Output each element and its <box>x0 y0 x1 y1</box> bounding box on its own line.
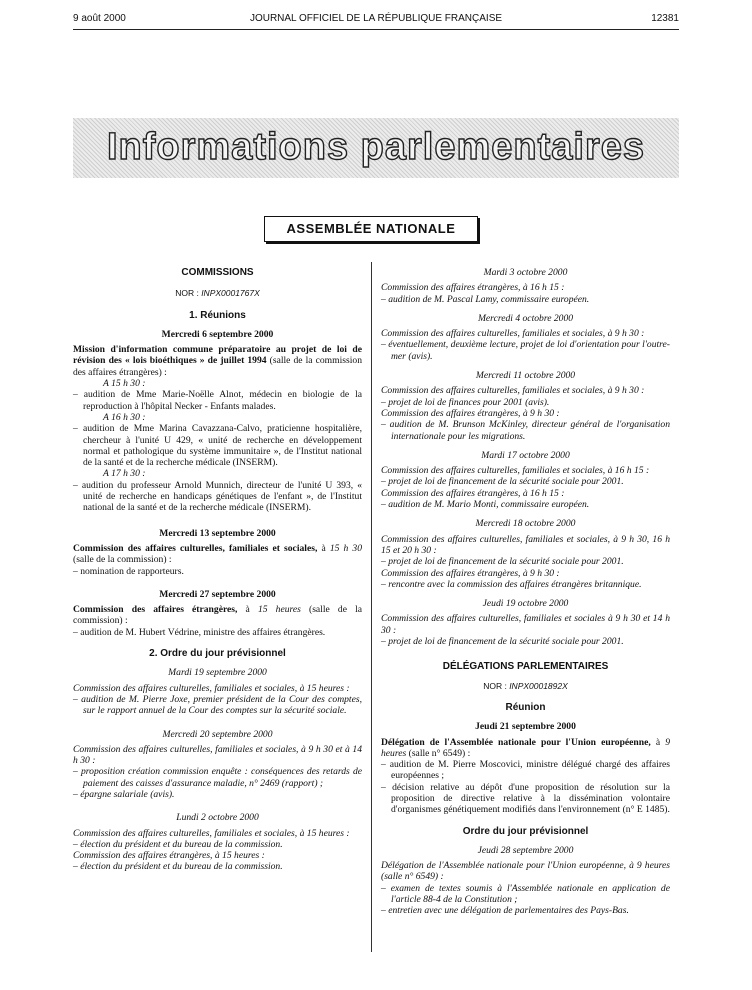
date-heading: Mercredi 4 octobre 2000 <box>477 312 574 324</box>
column-divider <box>371 262 372 952</box>
date-heading: Mercredi 27 septembre 2000 <box>159 588 276 600</box>
mission-title: Mission d'information commune préparatoire au projet de loi de révision des « lois bioéthiques » de juillet 1994 <box>73 344 362 367</box>
commission-connector: à <box>237 604 258 616</box>
date-heading: Mercredi 11 octobre 2000 <box>475 370 576 382</box>
nor-label: NOR : <box>175 288 199 299</box>
agenda-item: – audition du professeur Arnold Munnich, directeur de l'unité U 393, « unité de recherche en handicaps génétiques de l'enfant », de l'Institut national de la santé et de la recherche médicale (INSERM). <box>73 480 362 514</box>
date-heading: Mercredi 13 septembre 2000 <box>159 527 276 539</box>
nor-reference <box>73 288 362 299</box>
banner-title: Informations parlementaires <box>106 126 646 168</box>
date-heading: Jeudi 28 septembre 2000 <box>477 844 574 856</box>
commission-entry: Commission des affaires culturelles, familiales et sociales, à 9 h 30 et à 14 h 30 : <box>73 743 362 767</box>
commission-entry: Commission des affaires étrangères, à 16 h 15 : <box>381 282 565 294</box>
agenda-item: – audition de M. Pierre Joxe, premier président de la Cour des comptes, sur le rapport annuel de la Cour des comptes sur la sécurité sociale. <box>73 694 362 717</box>
commission-entry: Commission des affaires étrangères, à 9 h 30 : <box>381 407 560 419</box>
commission-time: 15 heures <box>257 604 301 616</box>
agenda-item: – nomination de rapporteurs. <box>73 566 362 577</box>
commission-entry: Commission des affaires étrangères, à 16 h 15 : <box>381 487 565 499</box>
date-heading: Mardi 19 septembre 2000 <box>168 667 267 679</box>
agenda-item: – projet de loi de financement de la sécurité sociale pour 2001. <box>381 476 670 487</box>
date-heading: Mercredi 6 septembre 2000 <box>161 328 274 340</box>
date-heading: Lundi 2 octobre 2000 <box>176 812 259 824</box>
agenda-item: – élection du président et du bureau de la commission. <box>73 839 362 850</box>
delegation-entry <box>381 737 670 760</box>
mission-location: (salle de la commission des affaires étrangères) : <box>73 355 362 378</box>
commission-entry: Commission des affaires culturelles, familiales et sociales, à 15 heures : <box>73 827 350 839</box>
commission-entry: Commission des affaires étrangères, à 9 h 30 : <box>381 567 560 579</box>
date-heading: Mercredi 18 octobre 2000 <box>475 518 576 530</box>
mission-entry <box>73 344 362 378</box>
reunion-heading: Réunion <box>505 701 546 713</box>
date-heading: Jeudi 19 octobre 2000 <box>482 598 569 610</box>
delegation-name: Délégation de l'Assemblée nationale pour l'Union européenne, <box>381 736 651 748</box>
commission-location: (salle de la commission) : <box>73 604 362 627</box>
header-journal-title: JOURNAL OFFICIEL DE LA RÉPUBLIQUE FRANÇAISE <box>249 13 503 24</box>
commission-entry: Commission des affaires culturelles, familiales et sociales à 9 h 30 et 14 h 30 : <box>381 613 670 636</box>
agenda-item: – décision relative au dépôt d'une proposition de résolution sur la proposition de directive relative à la dissémination volontaire d'organismes génétiquement modifiés dans l'environnement (n° E 1485). <box>381 782 670 816</box>
agenda-item: – épargne salariale (avis). <box>73 789 362 800</box>
agenda-item: – rencontre avec la commission des affaires étrangères britannique. <box>381 579 670 590</box>
agenda-item: – audition de M. Mario Monti, commissaire européen. <box>381 499 670 510</box>
time-slot: A 15 h 30 : <box>103 378 146 390</box>
commissions-heading: COMMISSIONS <box>181 267 254 278</box>
agenda-item: – audition de M. Brunson McKinley, directeur général de l'organisation internationale pour les migrations. <box>381 419 670 442</box>
commission-entry: Commission des affaires culturelles, familiales et sociales, à 16 h 15 : <box>381 465 650 477</box>
ordre-heading: 2. Ordre du jour prévisionnel <box>149 648 286 660</box>
ordre-heading: Ordre du jour prévisionnel <box>462 825 589 837</box>
commission-entry: Commission des affaires culturelles, familiales et sociales, à 9 h 30 : <box>381 328 645 340</box>
time-slot: A 16 h 30 : <box>103 411 146 423</box>
agenda-item: – projet de loi de financement de la sécurité sociale pour 2001. <box>381 556 670 567</box>
left-column <box>73 263 362 873</box>
right-column <box>381 263 670 917</box>
date-heading: Mercredi 20 septembre 2000 <box>162 728 273 740</box>
nor-label: NOR : <box>483 680 507 691</box>
agenda-item: – éventuellement, deuxième lecture, projet de loi d'orientation pour l'outre-mer (avis). <box>381 339 670 362</box>
commission-time: 15 h 30 <box>329 542 362 554</box>
agenda-item: – projet de loi de finances pour 2001 (avis). <box>381 397 670 408</box>
agenda-item: – audition de M. Pierre Moscovici, ministre délégué chargé des affaires européennes ; <box>381 759 670 782</box>
header-date: 9 août 2000 <box>73 13 126 24</box>
commission-connector: à <box>317 542 330 554</box>
agenda-item: – audition de M. Hubert Védrine, ministre des affaires étrangères. <box>73 627 362 638</box>
date-heading: Jeudi 21 septembre 2000 <box>475 721 576 733</box>
delegations-heading: DÉLÉGATIONS PARLEMENTAIRES <box>442 661 609 673</box>
delegation-connector: à <box>650 736 666 748</box>
agenda-item: – entretien avec une délégation de parlementaires des Pays-Bas. <box>381 905 670 916</box>
time-slot: A 17 h 30 : <box>103 468 146 480</box>
page-header <box>73 13 679 27</box>
nor-code: INPX0001892X <box>509 680 568 691</box>
commission-entry: Commission des affaires culturelles, familiales et sociales, à 9 h 30, 16 h 15 et 20 h 30 : <box>381 533 670 556</box>
nor-code: INPX0001767X <box>201 288 260 299</box>
delegation-entry: Délégation de l'Assemblée nationale pour l'Union européenne, à 9 heures (salle n° 6549) : <box>381 860 670 883</box>
agenda-item: – audition de Mme Marina Cavazzana-Calvo, praticienne hospitalière, chercheur à l'unité U 429, « unité de recherche en développement normal et pathologique du système immunitaire », de l'Institut national de la santé et de la recherche médicale (INSERM). <box>73 423 362 468</box>
agenda-item: – audition de Mme Marie-Noëlle Alnot, médecin en biologie de la reproduction à l'hôpital Necker - Enfants malades. <box>73 389 362 412</box>
commission-name: Commission des affaires étrangères, <box>73 604 238 616</box>
delegation-time: 9 heures <box>381 736 670 759</box>
agenda-item: – projet de loi de financement de la sécurité sociale pour 2001. <box>381 636 670 647</box>
commission-entry: Commission des affaires étrangères, à 15 heures : <box>73 850 265 862</box>
agenda-item: – examen de textes soumis à l'Assemblée nationale en application de l'article 88-4 de la Constitution ; <box>381 883 670 906</box>
commission-entry <box>73 604 362 627</box>
commission-entry <box>73 543 362 566</box>
commission-entry: Commission des affaires culturelles, familiales et sociales, à 9 h 30 : <box>381 385 645 397</box>
reunions-heading: 1. Réunions <box>189 309 246 321</box>
commission-location: (salle de la commission) : <box>73 554 172 566</box>
commission-entry: Commission des affaires culturelles, familiales et sociales, à 15 heures : <box>73 682 350 694</box>
date-heading: Mardi 3 octobre 2000 <box>483 267 568 278</box>
header-page-number: 12381 <box>651 13 679 24</box>
date-heading: Mardi 17 octobre 2000 <box>481 449 570 461</box>
agenda-item: – audition de M. Pascal Lamy, commissaire européen. <box>381 294 670 305</box>
header-rule <box>73 29 679 30</box>
section-title: ASSEMBLÉE NATIONALE <box>264 216 478 242</box>
commission-name: Commission des affaires culturelles, familiales et sociales, <box>73 542 318 554</box>
banner <box>73 118 679 178</box>
nor-reference <box>381 681 670 692</box>
agenda-item: – élection du président et du bureau de la commission. <box>73 861 362 872</box>
agenda-item: – proposition création commission enquête : conséquences des retards de paiement des caisses d'assurance maladie, n° 2469 (rapport) ; <box>73 766 362 789</box>
delegation-location: (salle n° 6549) : <box>406 747 471 759</box>
